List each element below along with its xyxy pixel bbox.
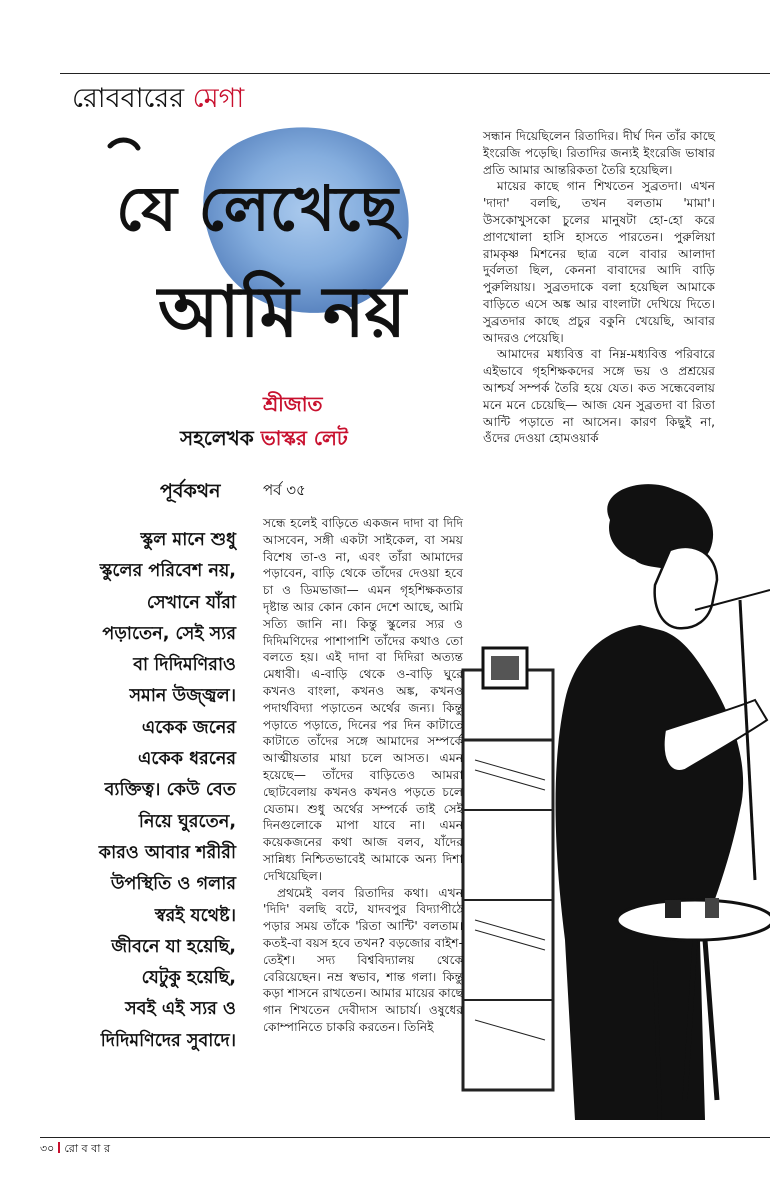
ink-illustration: [455, 480, 770, 1120]
body-paragraph: সন্ধান দিয়েছিলেন রিতাদির। দীর্ঘ দিন তাঁর কাছে ইংরেজি পড়েছি। রিতাদির জন্যই ইংরেজি ভাষার প্রতি আমার আন্তরিকতা তৈরি হয়েছিল।: [483, 129, 715, 177]
pull-quote-line: স্বরই যথেষ্ট।: [154, 905, 236, 926]
section-title: পূর্বকথন: [160, 480, 221, 502]
pull-quote-line: বা দিদিমণিরাও: [133, 655, 236, 676]
pull-quote-line: স্কুলের পরিবেশ নয়,: [99, 561, 236, 582]
body-paragraph: মায়ের কাছে গান শিখতেন সুব্রতদা। এখন 'দাদা' বলছি, তখন বলতাম 'মামা'। উসকোখুসকো চুলের মানুষটা হো-হো করে প্রাণখোলা হাসি হাসতে পারতেন। পুরুলিয়া রামকৃষ্ণ মিশনের ছাত্র বলে বাবার আলাদা দুর্বলতা ছিল, কেননা বাবাদের আদি বাড়ি পুরুলিয়ায়। সুব্রতদাকে বলা হয়েছিল আমাকে বাড়িতে এসে অঙ্ক আর বাংলাটা দেখিয়ে দিতে। সুব্রতদার কাছে প্রচুর বকুনি খেয়েছি, আবার আদরও পেয়েছি।: [483, 179, 715, 345]
pull-quote: [60, 525, 236, 1057]
pull-quote-line: জীবনে যা হয়েছি,: [111, 936, 236, 957]
title-artwork: [98, 118, 428, 378]
pull-quote-line: একেক ধরনের: [138, 749, 236, 770]
header-accent: মেগা: [192, 83, 245, 114]
episode-number: পর্ব ৩৫: [263, 481, 306, 499]
body-paragraph: সন্ধে হলেই বাড়িতে একজন দাদা বা দিদি আসবেন, সঙ্গী একটা সাইকেল, বা সময় বিশেষ তা-ও না, এবং তাঁরা আমাদের পড়াবেন, বাড়ি থেকে তাঁদের দেওয়া হবে চা ও ডিমভাজা— এমন গৃহশিক্ষকতার দৃষ্টান্ত আর কোন কোন দেশে আছে, আমি সত্যি জানি না। কিন্তু স্কুলের স্যর ও দিদিমণিদের পাশাপাশি তাঁদের কথাও তো বলতে হয়। এই দাদা বা দিদিরা অত্যন্ত মেধাবী। এ-বাড়ি থেকে ও-বাড়ি ঘুরে কখনও বাংলা, কখনও অঙ্ক, কখনও পদার্থবিদ্যা পড়াতেন অর্থের জন্য। কিন্তু পড়াতে পড়াতে, দিনের পর দিন কাটাতে কাটাতে তাঁদের সঙ্গে আমাদের সম্পর্কে আত্মীয়তার মায়া চলে আসত। এমন হয়েছে— তাঁদের বাড়িতেও আমরা ছোটবেলায় কখনও কখনও পড়তে চলে যেতাম। শুধু অর্থের সম্পর্কে তাই সেই দিনগুলোকে মাপা যাবে না। এমন কয়েকজনের কথা আজ বলব, যাঁদের সান্নিধ্য নিশ্চিতভাবেই আমাকে অন্য দিশা দেখিয়েছিল।: [263, 516, 463, 883]
magazine-name: রো ব বা র: [64, 1142, 110, 1155]
author-name: শ্রীজাত: [263, 392, 323, 416]
pull-quote-line: একেক জনের: [141, 717, 236, 738]
title-line-1: যে লেখেছে: [116, 172, 398, 245]
top-rule: [60, 73, 770, 74]
page-footer: [40, 1140, 110, 1159]
pull-quote-line: কারও আবার শরীরী: [98, 842, 236, 863]
pull-quote-line: দিদিমণিদের সুবাদে।: [100, 1030, 236, 1051]
body-column-left: [263, 515, 463, 1036]
pull-quote-line: সেখানে যাঁরা: [146, 592, 236, 613]
pull-quote-line: স্কুল মানে শুধু: [140, 530, 236, 550]
pull-quote-line: উপস্থিতি ও গলার: [110, 874, 236, 895]
coauthor-name: ভাস্কর লেট: [260, 426, 348, 450]
pull-quote-line: সবই এই স্যর ও: [125, 999, 236, 1020]
coauthor-label: সহলেখক: [180, 426, 254, 450]
coauthor-line: [180, 424, 348, 457]
body-paragraph: প্রথমেই বলব রিতাদির কথা। এখন 'দিদি' বলছি বটে, যাদবপুর বিদ্যাপীঠে পড়ার সময় তাঁকে 'রিতা আন্টি' বলতাম। কতই-বা বয়স হবে তখন? বড়জোর বাইশ-তেইশ। সদ্য বিশ্ববিদ্যালয় থেকে বেরিয়েছেন। নম্র স্বভাব, শান্ত গলা। কিন্তু কড়া শাসনে রাখতেন। আমার মায়ের কাছে গান শিখতেন দেবীদাস আচার্য। ওষুধের কোম্পানিতে চাকরি করতেন। তিনিই: [263, 885, 463, 1034]
page-number: ৩০: [40, 1142, 55, 1155]
pull-quote-line: পড়াতেন, সেই স্যর: [102, 623, 236, 644]
pull-quote-line: নিয়ে ঘুরতেন,: [138, 811, 236, 832]
pull-quote-line: সমান উজ্জ্বল।: [129, 686, 236, 707]
pull-quote-line: যেটুকু হয়েছি,: [141, 968, 236, 989]
footer-divider: [58, 1142, 60, 1153]
title-line-2: আমি নয়: [158, 270, 406, 353]
header-prefix: রোববারের: [72, 83, 185, 114]
body-paragraph: আমাদের মধ্যবিত্ত বা নিম্ন-মধ্যবিত্ত পরিবারে এইভাবে গৃহশিক্ষকদের সঙ্গে ভয় ও প্রশ্রয়ের আশ্চর্য সম্পর্ক তৈরি হয়ে যেত। কত সন্ধেবেলায় মনে মনে চেয়েছি— আজ যেন সুব্রতদা বা রিতা আন্টি পড়াতে না আসেন। কারণ কিছুই না, ওঁদের দেওয়া হোমওয়ার্ক: [483, 347, 715, 446]
pull-quote-line: ব্যক্তিত্ব। কেউ বেত: [104, 780, 236, 801]
body-column-right: [483, 128, 715, 447]
section-header: [72, 82, 244, 116]
footer-rule: [40, 1137, 770, 1138]
